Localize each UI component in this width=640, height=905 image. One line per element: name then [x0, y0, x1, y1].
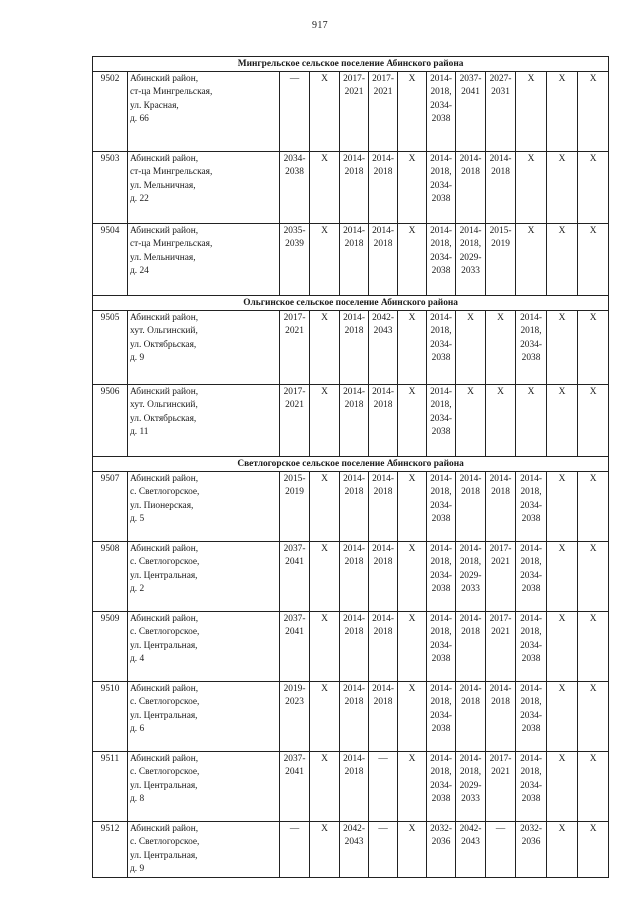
- record-id: 9502: [93, 72, 128, 152]
- address-cell: [128, 472, 280, 542]
- address-line: д. 2: [130, 583, 145, 594]
- period-cell: 2015- 2019: [280, 472, 310, 542]
- address-line: Абинский район,: [130, 684, 199, 694]
- table-row: [93, 752, 609, 822]
- period-cell: 2014- 2018: [340, 682, 369, 752]
- section-header-row: [93, 457, 609, 472]
- address-line: ул. Мельничная,: [130, 180, 196, 191]
- address-line: ул. Мельничная,: [130, 252, 196, 263]
- period-cell: 2017- 2021: [486, 542, 516, 612]
- record-id: 9507: [93, 472, 128, 542]
- table-row: [93, 311, 609, 385]
- period-cell: 2014- 2018: [340, 752, 369, 822]
- period-cell: X: [578, 542, 609, 612]
- period-cell: 2014- 2018, 2034- 2038: [427, 472, 456, 542]
- table-row: [93, 682, 609, 752]
- table-row: [93, 385, 609, 457]
- period-cell: 2014- 2018: [369, 542, 398, 612]
- period-cell: X: [547, 152, 578, 224]
- period-cell: 2014- 2018: [369, 385, 398, 457]
- address-line: хут. Ольгинский,: [130, 326, 198, 337]
- section-title: Мингрельское сельское поселение Абинского района: [93, 57, 609, 72]
- table-row: [93, 542, 609, 612]
- address-cell: [128, 612, 280, 682]
- period-cell: X: [516, 224, 547, 296]
- address-line: ст-ца Мингрельская,: [130, 167, 213, 178]
- address-cell: [128, 752, 280, 822]
- address-line: д. 5: [130, 513, 145, 524]
- period-cell: 2014- 2018: [340, 612, 369, 682]
- registry-table-body: [93, 57, 609, 878]
- table-row: [93, 152, 609, 224]
- address-cell: [128, 385, 280, 457]
- period-cell: X: [398, 311, 427, 385]
- period-cell: X: [516, 72, 547, 152]
- section-header-row: [93, 296, 609, 311]
- address-cell: [128, 311, 280, 385]
- address-line: Абинский район,: [130, 754, 199, 764]
- period-cell: 2014- 2018, 2034- 2038: [427, 542, 456, 612]
- period-cell: 2042- 2043: [369, 311, 398, 385]
- period-cell: X: [547, 311, 578, 385]
- period-cell: 2014- 2018, 2029- 2033: [456, 752, 486, 822]
- period-cell: 2014- 2018: [369, 152, 398, 224]
- period-cell: 2014- 2018: [456, 152, 486, 224]
- period-cell: X: [398, 72, 427, 152]
- period-cell: X: [486, 385, 516, 457]
- period-cell: —: [486, 822, 516, 878]
- period-cell: 2015- 2019: [486, 224, 516, 296]
- address-line: Абинский район,: [130, 154, 199, 164]
- address-line: с. Светлогорское,: [130, 767, 200, 778]
- period-cell: 2037- 2041: [280, 612, 310, 682]
- address-line: ул. Центральная,: [130, 570, 198, 581]
- period-cell: —: [280, 822, 310, 878]
- record-id: 9503: [93, 152, 128, 224]
- period-cell: 2014- 2018: [340, 224, 369, 296]
- period-cell: 2014- 2018, 2034- 2038: [516, 752, 547, 822]
- period-cell: 2034- 2038: [280, 152, 310, 224]
- period-cell: X: [578, 822, 609, 878]
- table-row: [93, 612, 609, 682]
- address-line: ул. Октябрьская,: [130, 339, 197, 350]
- period-cell: 2014- 2018, 2034- 2038: [427, 224, 456, 296]
- period-cell: X: [547, 752, 578, 822]
- section-title: Светлогорское сельское поселение Абинского района: [93, 457, 609, 472]
- record-id: 9508: [93, 542, 128, 612]
- period-cell: X: [398, 612, 427, 682]
- period-cell: 2035- 2039: [280, 224, 310, 296]
- period-cell: X: [547, 612, 578, 682]
- period-cell: X: [398, 542, 427, 612]
- period-cell: 2014- 2018, 2034- 2038: [516, 612, 547, 682]
- address-line: Абинский район,: [130, 544, 199, 554]
- address-line: ул. Центральная,: [130, 640, 198, 651]
- address-line: д. 4: [130, 653, 145, 664]
- address-cell: [128, 542, 280, 612]
- table-row: [93, 72, 609, 152]
- address-line: д. 9: [130, 352, 145, 363]
- section-header-row: [93, 57, 609, 72]
- period-cell: 2019- 2023: [280, 682, 310, 752]
- period-cell: X: [547, 224, 578, 296]
- period-cell: 2014- 2018: [340, 311, 369, 385]
- period-cell: 2014- 2018, 2034- 2038: [516, 682, 547, 752]
- address-cell: [128, 822, 280, 878]
- address-cell: [128, 72, 280, 152]
- record-id: 9509: [93, 612, 128, 682]
- period-cell: 2014- 2018: [456, 472, 486, 542]
- address-cell: [128, 682, 280, 752]
- period-cell: 2014- 2018: [456, 612, 486, 682]
- period-cell: 2014- 2018, 2029- 2033: [456, 224, 486, 296]
- period-cell: X: [578, 385, 609, 457]
- period-cell: X: [310, 612, 340, 682]
- address-line: ул. Центральная,: [130, 850, 198, 861]
- period-cell: 2014- 2018: [369, 682, 398, 752]
- period-cell: 2014- 2018, 2034- 2038: [427, 682, 456, 752]
- period-cell: X: [310, 72, 340, 152]
- period-cell: X: [578, 72, 609, 152]
- period-cell: X: [547, 472, 578, 542]
- address-line: д. 22: [130, 193, 149, 204]
- record-id: 9510: [93, 682, 128, 752]
- period-cell: 2017- 2021: [486, 752, 516, 822]
- period-cell: X: [516, 152, 547, 224]
- period-cell: 2042- 2043: [456, 822, 486, 878]
- period-cell: X: [398, 224, 427, 296]
- period-cell: X: [310, 224, 340, 296]
- record-id: 9511: [93, 752, 128, 822]
- address-line: ст-ца Мингрельская,: [130, 87, 213, 98]
- record-id: 9504: [93, 224, 128, 296]
- address-line: Абинский район,: [130, 74, 199, 84]
- period-cell: X: [547, 542, 578, 612]
- address-line: ул. Пионерская,: [130, 500, 194, 511]
- period-cell: X: [486, 311, 516, 385]
- period-cell: 2017- 2021: [280, 385, 310, 457]
- period-cell: X: [310, 472, 340, 542]
- period-cell: 2017- 2021: [486, 612, 516, 682]
- period-cell: X: [398, 385, 427, 457]
- period-cell: 2014- 2018: [340, 385, 369, 457]
- period-cell: 2014- 2018, 2034- 2038: [427, 612, 456, 682]
- period-cell: X: [398, 152, 427, 224]
- period-cell: X: [310, 152, 340, 224]
- period-cell: X: [547, 822, 578, 878]
- address-cell: [128, 152, 280, 224]
- period-cell: X: [578, 152, 609, 224]
- period-cell: X: [398, 682, 427, 752]
- table-row: [93, 472, 609, 542]
- record-id: 9506: [93, 385, 128, 457]
- address-line: Абинский район,: [130, 387, 199, 397]
- page-number: 917: [312, 20, 328, 31]
- address-line: Абинский район,: [130, 614, 199, 624]
- record-id: 9512: [93, 822, 128, 878]
- period-cell: X: [578, 612, 609, 682]
- address-line: с. Светлогорское,: [130, 837, 200, 848]
- period-cell: 2014- 2018, 2034- 2038: [427, 311, 456, 385]
- period-cell: 2014- 2018, 2034- 2038: [516, 472, 547, 542]
- period-cell: —: [369, 752, 398, 822]
- period-cell: X: [456, 385, 486, 457]
- table-row: [93, 224, 609, 296]
- address-line: д. 11: [130, 426, 149, 437]
- address-line: д. 8: [130, 793, 145, 804]
- address-line: Абинский район,: [130, 313, 199, 323]
- period-cell: 2014- 2018: [340, 472, 369, 542]
- address-line: д. 24: [130, 265, 149, 276]
- period-cell: 2014- 2018: [486, 472, 516, 542]
- period-cell: 2042- 2043: [340, 822, 369, 878]
- period-cell: X: [456, 311, 486, 385]
- address-line: с. Светлогорское,: [130, 697, 200, 708]
- period-cell: X: [547, 385, 578, 457]
- period-cell: X: [310, 682, 340, 752]
- section-title: Ольгинское сельское поселение Абинского района: [93, 296, 609, 311]
- address-line: д. 9: [130, 863, 145, 874]
- period-cell: 2014- 2018: [456, 682, 486, 752]
- period-cell: X: [310, 752, 340, 822]
- period-cell: 2014- 2018: [486, 682, 516, 752]
- period-cell: X: [578, 472, 609, 542]
- period-cell: 2017- 2021: [340, 72, 369, 152]
- period-cell: 2014- 2018: [369, 612, 398, 682]
- period-cell: X: [398, 472, 427, 542]
- record-id: 9505: [93, 311, 128, 385]
- period-cell: 2014- 2018: [486, 152, 516, 224]
- period-cell: X: [310, 385, 340, 457]
- period-cell: X: [578, 311, 609, 385]
- period-cell: X: [578, 682, 609, 752]
- address-line: с. Светлогорское,: [130, 557, 200, 568]
- period-cell: 2014- 2018, 2034- 2038: [427, 385, 456, 457]
- address-line: хут. Ольгинский,: [130, 400, 198, 411]
- period-cell: —: [280, 72, 310, 152]
- registry-table: [92, 56, 609, 878]
- period-cell: 2032- 2036: [516, 822, 547, 878]
- period-cell: X: [547, 72, 578, 152]
- period-cell: X: [398, 822, 427, 878]
- address-line: ст-ца Мингрельская,: [130, 239, 213, 250]
- address-line: ул. Центральная,: [130, 710, 198, 721]
- period-cell: X: [547, 682, 578, 752]
- address-line: Абинский район,: [130, 474, 199, 484]
- address-line: ул. Красная,: [130, 100, 179, 111]
- period-cell: 2032- 2036: [427, 822, 456, 878]
- period-cell: X: [578, 224, 609, 296]
- address-line: д. 66: [130, 113, 149, 124]
- period-cell: X: [310, 311, 340, 385]
- period-cell: 2027- 2031: [486, 72, 516, 152]
- address-line: Абинский район,: [130, 226, 199, 236]
- period-cell: 2014- 2018, 2029- 2033: [456, 542, 486, 612]
- period-cell: 2014- 2018: [340, 542, 369, 612]
- period-cell: X: [578, 752, 609, 822]
- period-cell: 2014- 2018, 2034- 2038: [427, 152, 456, 224]
- period-cell: 2017- 2021: [280, 311, 310, 385]
- period-cell: 2014- 2018: [340, 152, 369, 224]
- period-cell: 2017- 2021: [369, 72, 398, 152]
- address-line: с. Светлогорское,: [130, 627, 200, 638]
- period-cell: —: [369, 822, 398, 878]
- period-cell: 2014- 2018: [369, 224, 398, 296]
- address-line: Абинский район,: [130, 824, 199, 834]
- period-cell: X: [398, 752, 427, 822]
- period-cell: X: [310, 822, 340, 878]
- period-cell: X: [310, 542, 340, 612]
- address-line: д. 6: [130, 723, 145, 734]
- period-cell: 2014- 2018: [369, 472, 398, 542]
- address-line: с. Светлогорское,: [130, 487, 200, 498]
- address-line: ул. Октябрьская,: [130, 413, 197, 424]
- address-line: ул. Центральная,: [130, 780, 198, 791]
- period-cell: 2037- 2041: [456, 72, 486, 152]
- period-cell: 2014- 2018, 2034- 2038: [427, 752, 456, 822]
- table-row: [93, 822, 609, 878]
- address-cell: [128, 224, 280, 296]
- period-cell: 2014- 2018, 2034- 2038: [516, 311, 547, 385]
- period-cell: 2014- 2018, 2034- 2038: [427, 72, 456, 152]
- period-cell: 2037- 2041: [280, 542, 310, 612]
- period-cell: 2037- 2041: [280, 752, 310, 822]
- period-cell: 2014- 2018, 2034- 2038: [516, 542, 547, 612]
- period-cell: X: [516, 385, 547, 457]
